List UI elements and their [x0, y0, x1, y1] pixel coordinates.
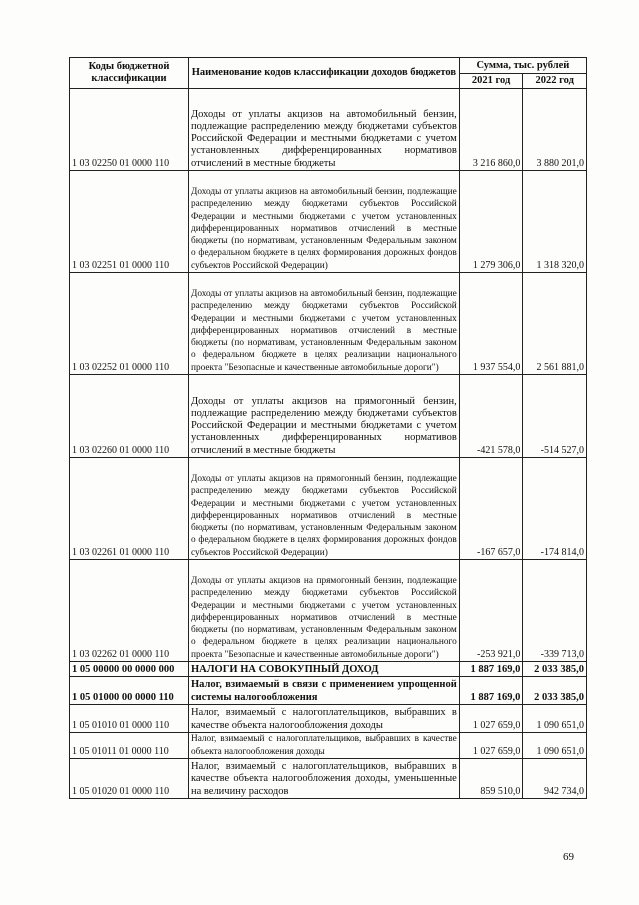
row-name: Доходы от уплаты акцизов на автомобильный бензин, подлежащие распределению между бюджетами субъектов Российской Федерации и местными бюджетами с учетом установленных дифференцированных нормативов отчислений в местные бюджеты [188, 89, 459, 171]
row-name: Налог, взимаемый с налогоплательщиков, выбравших в качестве объекта налогообложения доходы, уменьшенные на величину расходов [188, 759, 459, 799]
table-row [70, 89, 587, 171]
page-number: 69 [563, 851, 574, 863]
header-sum: Сумма, тыс. рублей [459, 58, 586, 74]
table-row [70, 458, 587, 560]
row-code: 1 05 01010 01 0000 110 [70, 705, 189, 733]
budget-table [69, 57, 587, 799]
row-code: 1 03 02252 01 0000 110 [70, 273, 189, 375]
row-value-2022: 1 090 651,0 [523, 733, 587, 759]
table-row [70, 733, 587, 759]
table-row [70, 560, 587, 662]
row-value-2021: 1 937 554,0 [459, 273, 523, 375]
table-row [70, 375, 587, 458]
row-value-2022: 942 734,0 [523, 759, 587, 799]
row-name: Налог, взимаемый с налогоплательщиков, выбравших в качестве объекта налогообложения доходы [188, 705, 459, 733]
row-code: 1 03 02250 01 0000 110 [70, 89, 189, 171]
row-name: Налог, взимаемый в связи с применением упрощенной системы налогообложения [188, 677, 459, 705]
row-value-2021: 1 027 659,0 [459, 733, 523, 759]
row-name: Доходы от уплаты акцизов на автомобильный бензин, подлежащие распределению между бюджетами субъектов Российской Федерации и местными бюджетами с учетом установленных дифференцированных нормативов отчислений в местные бюджеты (по нормативам, установленным Федеральным законом о федеральном бюджете в целях формирования дорожных фондов субъектов Российской Федерации) [188, 171, 459, 273]
table-row [70, 273, 587, 375]
row-value-2021: -421 578,0 [459, 375, 523, 458]
row-value-2022: 2 033 385,0 [523, 662, 587, 677]
row-name: Доходы от уплаты акцизов на прямогонный бензин, подлежащие распределению между бюджетами субъектов Российской Федерации и местными бюджетами с учетом установленных дифференцированных нормативов отчислений в местные бюджеты [188, 375, 459, 458]
header-name: Наименование кодов классификации доходов бюджетов [188, 58, 459, 89]
table-row [70, 662, 587, 677]
row-code: 1 03 02261 01 0000 110 [70, 458, 189, 560]
row-value-2022: 1 318 320,0 [523, 171, 587, 273]
row-value-2021: 1 887 169,0 [459, 677, 523, 705]
row-name: Доходы от уплаты акцизов на автомобильный бензин, подлежащие распределению между бюджетами субъектов Российской Федерации и местными бюджетами с учетом установленных дифференцированных нормативов отчислений в местные бюджеты (по нормативам, установленным Федеральным законом о федеральном бюджете в целях реализации национального проекта "Безопасные и качественные автомобильные дороги") [188, 273, 459, 375]
row-value-2021: 1 887 169,0 [459, 662, 523, 677]
row-value-2022: -514 527,0 [523, 375, 587, 458]
table-row [70, 759, 587, 799]
row-code: 1 03 02262 01 0000 110 [70, 560, 189, 662]
table-row [70, 705, 587, 733]
row-value-2021: 3 216 860,0 [459, 89, 523, 171]
row-value-2022: 3 880 201,0 [523, 89, 587, 171]
row-code: 1 05 01011 01 0000 110 [70, 733, 189, 759]
row-value-2022: -339 713,0 [523, 560, 587, 662]
header-year-2021: 2021 год [459, 74, 523, 89]
row-value-2022: 2 561 881,0 [523, 273, 587, 375]
row-value-2021: 859 510,0 [459, 759, 523, 799]
row-code: 1 03 02251 01 0000 110 [70, 171, 189, 273]
row-code: 1 03 02260 01 0000 110 [70, 375, 189, 458]
row-value-2022: 1 090 651,0 [523, 705, 587, 733]
header-code: Коды бюджетной классификации [70, 58, 189, 89]
row-code: 1 05 00000 00 0000 000 [70, 662, 189, 677]
row-name: НАЛОГИ НА СОВОКУПНЫЙ ДОХОД [188, 662, 459, 677]
row-value-2021: 1 027 659,0 [459, 705, 523, 733]
row-value-2022: -174 814,0 [523, 458, 587, 560]
table-row [70, 677, 587, 705]
row-name: Доходы от уплаты акцизов на прямогонный бензин, подлежащие распределению между бюджетами субъектов Российской Федерации и местными бюджетами с учетом установленных дифференцированных нормативов отчислений в местные бюджеты (по нормативам, установленным Федеральным законом о федеральном бюджете в целях формирования дорожных фондов субъектов Российской Федерации) [188, 458, 459, 560]
row-code: 1 05 01020 01 0000 110 [70, 759, 189, 799]
table-row [70, 171, 587, 273]
row-value-2022: 2 033 385,0 [523, 677, 587, 705]
row-value-2021: -167 657,0 [459, 458, 523, 560]
row-value-2021: 1 279 306,0 [459, 171, 523, 273]
row-value-2021: -253 921,0 [459, 560, 523, 662]
header-year-2022: 2022 год [523, 74, 587, 89]
row-name: Налог, взимаемый с налогоплательщиков, выбравших в качестве объекта налогообложения доходы [188, 733, 459, 759]
row-name: Доходы от уплаты акцизов на прямогонный бензин, подлежащие распределению между бюджетами субъектов Российской Федерации и местными бюджетами с учетом установленных дифференцированных нормативов отчислений в местные бюджеты (по нормативам, установленным Федеральным законом о федеральном бюджете в целях реализации национального проекта "Безопасные и качественные автомобильные дороги") [188, 560, 459, 662]
row-code: 1 05 01000 00 0000 110 [70, 677, 189, 705]
table-header [70, 58, 587, 89]
